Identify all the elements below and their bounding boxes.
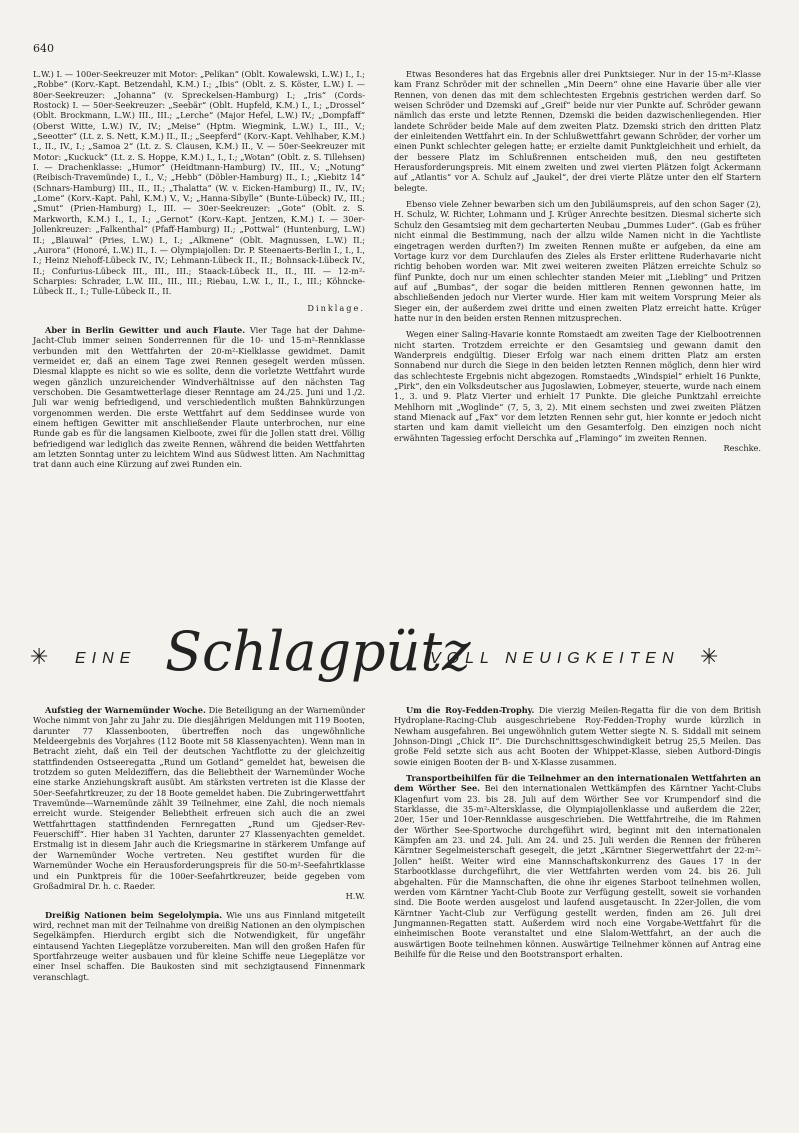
column-bottom-left bbox=[33, 705, 365, 988]
article-roy-fedden bbox=[394, 705, 761, 767]
article-heading: Um die Roy-Fedden-Trophy. bbox=[406, 705, 535, 715]
banner-tail: VOLL NEUIGKEITEN bbox=[430, 650, 680, 667]
article-heading: Transportbeihilfen für die Teilnehmer an den internationalen Wettfahrten an dem Wörther See. bbox=[394, 773, 761, 794]
star-ornament-icon: ✳ bbox=[30, 645, 49, 670]
page-number: 640 bbox=[33, 42, 54, 55]
column-bottom-right bbox=[394, 705, 761, 965]
article-body: Die Beteiligung an der Warnemünder Woche nimmt von Jahr zu Jahr zu. Die diesjährigen Meldungen mit 119 Booten, darunter 77 Klassenbooten, übertreffen noch das ungewöhnliche Meldeergebnis des Vorjahres (112 Boote mit 58 Klassenyachten). Wenn man in Betracht zieht, daß ein Teil der deutschen Yachtflotte zu der gleichzeitig stattfindenden Ostseeregatta „Rund um Gotland“ gemeldet hat, beweisen die trotzdem so guten Meldeziffern, das die Beliebtheit der Warnemünder Woche eine starke Anziehungskraft ausübt. Am stärksten vertreten ist die Klasse der 50er-Seefahrtkreuzer, zu der 18 Boote gemeldet haben. Die Zubringerwettfahrt Travemünde—Warnemünde zählt 39 Teilnehmer, eine Zahl, die noch niemals erreicht wurde. Steigender Beliebtheit erfreuen sich auch die an zwei Wettfahrttagen stattfindenden Fernregatten „Rund um Gjedser-Rev-Feuerschiff“. Hier haben 31 Yachten, darunter 27 Klassenyachten gemeldet. Erstmalig ist in diesem Jahr auch die Kriegsmarine in stärkerem Umfange auf der Warnemünder Woche vertreten. Neu gestiftet wurden für die Warnemünder Woche ein Herausforderungspreis für die 50-m²-Seefahrtklasse und ein Punktpreis für die 100er-Seefahrtkreuzer, beide gegeben vom Großadmiral Dr. h. c. Raeder. bbox=[33, 705, 365, 891]
paragraph: Ebenso viele Zehner bewarben sich um den Jubiläumspreis, auf den schon Sager (2), H. Schulz, W. Richter, Lohmann und J. Krüger Anrechte besitzen. Diesmal sicherte sich Schulz den Gesamtsieg mit dem gecharterten Neubau „Dummes Luder“. (Gab es früher nicht einmal die Bestimmung, nach der allzu wilde Namen nicht in die Yachtliste eingetragen werden durften?) Im zweiten Rennen mußte er aufgeben, da eine am Vortage kurz vor dem Durchlaufen des Zieles als Erster erlittene Ruderhavarie nicht richtig behoben worden war. Mit zwei weiteren zweiten Plätzen erreichte Schulz so fünf Punkte, doch nur um einen schlechter standen Meier mit „Liebling“ und Pritzen auf auf „Bumbas“, der sogar die beiden mittleren Rennen gewonnen hatte, im abschließenden jedoch nur Vierter wurde. Hier kam mit weitem Vorsprung Meier als Sieger ein, der außerdem zwei dritte und einen zweiten Platz erreicht hatte. Krüger hatte nur in den beiden ersten Rennen mitzusprechen. bbox=[394, 199, 761, 323]
article-body: Wie uns aus Finnland mitgeteilt wird, rechnet man mit der Teilnahme von dreißig Nationen an den olympischen Segelkämpfen. Hierdurch ergibt sich die Notwendigkeit, für ungefähr eintausend Yachten Liegeplätze vorzubereiten. Man will den großen Hafen für Sportfahrzeuge weiter ausbauen und für kleine Schiffe neue Liegeplätze vor einer Insel schaffen. Die Baukosten sind mit sechzigtausend Finnenmark veranschlagt. bbox=[33, 909, 365, 982]
article-warnemuende bbox=[33, 705, 365, 891]
regatta-results: L.W.) I. — 100er-Seekreuzer mit Motor: „Pelikan“ (Oblt. Kowalewski, L.W.) I., I.; „Robbe“ (Korv.-Kapt. Betzendahl, K.M.) I.; „Ibis“ (Oblt. z. S. Köster, L.W.) I. — 80er-Seekreuzer: „Johanna“ (v. Spreckelsen-Hamburg) I.; „Iris“ (Cords-Rostock) I. — 50er-Seekreuzer: „Seebär“ (Oblt. Hupfeld, K.M.) I., I.; „Drossel“ (Oblt. Brockmann, L.W.) III., III.; „Lerche“ (Major Hefel, L.W.) IV.; „Dompfaff“ (Oberst Witte, L.W.) IV., IV.; „Meise“ (Hptm. Wiegmink, L.W.) I., III., V.; „Seeotter“ (Lt. z. S. Nett, K.M.) II., II.; „Seepferd“ (Korv.-Kapt. Vehlhaber, K.M.) I., II., IV., I.; „Samoa 2“ (Lt. z. S. Clausen, K.M.) II., V. — 50er-Seekreuzer mit Motor: „Kuckuck“ (Lt. z. S. Hoppe, K.M.) I., I., I.; „Wotan“ (Oblt. z. S. Tillehsen) I. — Drachenklasse: „Humor“ (Heidtmann-Hamburg) IV., III., V.; „Notung“ (Reibisch-Travemünde) I., I., V.; „Hebb“ (Döbler-Hamburg) II., I.; „Kiebitz 14“ (Schnars-Hamburg) III., II., II.; „Thalatta“ (W. v. Eicken-Hamburg) II., IV., IV.; „Lome“ (Korv.-Kapt. Pahl, K.M.) V., V.; „Hanna-Sibylle“ (Bunte-Lübeck) IV., III.; „Smut“ (Prien-Hamburg) I., III. — 30er-Seekreuzer: „Gote“ (Oblt. z. S. Markworth, K.M.) I., I., I.; „Gernot“ (Korv.-Kapt. Jentzen, K.M.) I. — 30er-Jollenkreuzer: „Falkenthal“ (Pfaff-Hamburg) II.; „Pottwal“ (Huntenburg, L.W.) II.; „Blauwal“ (Pries, L.W.) I., I.; „Alkmene“ (Oblt. Magnussen, L.W.) II.; „Aurora“ (Honoré, L.W.) II., I. — Olympiajollen: Dr. P. Steenaerts-Berlin I., I., I., I.; Heinz Niehoff-Lübeck IV., IV.; Lehmann-Lübeck II., II.; Bohnsack-Lübeck IV., II.; Confurius-Lübeck III., III., III.; Staack-Lübeck II., II., III. — 12-m²-Scharpies: Schrader, L.W. III., III., III.; Riebau, L.W. I., II., I., III.; Köhncke-Lübeck II., I.; Tulle-Lübeck II., II. bbox=[33, 69, 365, 297]
star-ornament-icon: ✳ bbox=[700, 645, 719, 670]
author-signature: Reschke. bbox=[723, 443, 761, 454]
paragraph: Etwas Besonderes hat das Ergebnis aller drei Punktsieger. Nur in der 15-m²-Klasse kam Franz Schröder mit der schnellen „Min Deern“ ohne eine Havarie über alle vier Rennen, von denen das mit dem schlechtesten Ergebnis gestrichen werden darf. So weisen Schröder und Dzemski auf „Greif“ beide nur vier Punkte auf. Schröder gewann nämlich das erste und letzte Rennen, Dzemski die beiden dazwischenliegenden. Hier landete Schröder beide Male auf dem zweiten Platz. Dzemski strich den dritten Platz der einleitenden Wettfahrt ein. In der Schlußwettfahrt gewann Schröder, der vorher um einen Punkt schlechter gelegen hatte; er erzielte damit Punktgleichheit und erhielt, da der bessere Platz im Schlußrennen entscheiden muß, den neu gestifteten Herausforderungspreis. Mit einem zweiten und zwei vierten Plätzen folgt Ackermann auf „Atlantis“ vor A. Schulz auf „Jaukel“, der drei vierte Plätze unter den elf Startern belegte. bbox=[394, 69, 761, 193]
banner-script-title: Schlagpütz bbox=[165, 620, 471, 683]
column-top-right bbox=[394, 69, 761, 453]
paragraph: Wegen einer Saling-Havarie konnte Romstaedt am zweiten Tage der Kielbootrennen nicht starten. Trotzdem erreichte er den Gesamtsieg und gewann damit den Wanderpreis endgültig. Dieser Erfolg war nach einem dritten Platz am ersten Sonnabend nur durch die Siege in den beiden letzten Rennen möglich, denn hier wird das schlechteste Ergebnis nicht abgezogen. Romstaedts „Windspiel“ erhielt 16 Punkte, „Pirk“, den ein Volksdeutscher aus Jugoslawien, Lobmeyer, steuerte, wurde nach einem 1., 3. und 9. Platz Vierter und erhielt 17 Punkte. Die gleiche Punktzahl erreichte Mehlhorn mit „Woglinde“ (7, 5, 3, 2). Mit einem sechsten und zwei zweiten Plätzen stand Mienack auf „Fax“ vor dem letzten Rennen sehr gut, hier konnte er jedoch nicht starten und kam damit vielleicht um den Gesamterfolg. Den einzigen noch nicht erwähnten Tagessieg erfocht Derschka auf „Flamingo“ im zweiten Rennen. bbox=[394, 329, 761, 443]
article-olympia bbox=[33, 910, 365, 982]
article-body: Die vierzig Meilen-Regatta für die von dem British Hydroplane-Racing-Club ausgeschriebene Roy-Fedden-Trophy wurde kürzlich in Newham ausgefahren. Bei ungewöhnlich gutem Wetter siegte N. S. Siddall mit seinem Johnson-Dingi „Chick II“. Die Durchschnittsgeschwindigkeit betrug 25,5 Meilen. Das große Feld setzte sich aus acht Booten der Whippet-Klasse, sieben Autbord-Dingis sowie einigen Booten der B- und X-Klasse zusammen. bbox=[394, 705, 762, 767]
article-body: Vier Tage hat der Dahme-Jacht-Club immer seinen Sonderrennen für die 10- und 15-m²-Rennklasse verbunden mit den Wettfahrten der 20-m²-Kielklasse gewidmet. Damit vermeidet er, daß an einem Tage zwei Rennen gesegelt werden müssen. Diesmal klappte es nicht so wie es sollte, denn die vorletzte Wettfahrt wurde wegen gänzlich unzureichender Windverhältnisse auf den nächsten Tag verschoben. Die Gesamtwetterlage dieser Renntage am 24./25. Juni und 1./2. Juli war wenig befriedigend, und verschiedentlich mußten Bahnkürzungen vorgenommen werden. Die erste Wettfahrt auf dem Seddinsee wurde von einem heftigen Gewitter mit anschließender Flaute unterbrochen, nur eine Runde gab es für die langsamen Kielboote, zwei für die Jollen statt drei. Völlig befriedigend war lediglich das zweite Rennen, während die beiden Wettfahrten am letzten Sonntag unter zu leichtem Wind aus Südwest litten. Am Nachmittag trat dann auch eine Kürzung auf zwei Runden ein. bbox=[33, 324, 365, 470]
article-heading: Dreißig Nationen beim Segelolympia. bbox=[45, 909, 223, 920]
author-signature: Dinklage. bbox=[307, 302, 365, 313]
article-heading: Aufstieg der Warnemünder Woche. bbox=[45, 705, 206, 715]
section-banner bbox=[0, 620, 799, 700]
article-woerther-see bbox=[394, 773, 761, 959]
author-signature: H.W. bbox=[345, 891, 365, 902]
article-body: Bei den internationalen Wettkämpfen des Kärntner Yacht-Clubs Klagenfurt vom 23. bis 28. Juli auf dem Wörther See vor Krumpendorf sind die Starklasse, die 35-m²-Altersklasse, die Olympiajollenklasse und außerdem die 22er, 20er, 15er und 10er-Rennklasse ausgeschrieben. Die Wettfahrtreihe, die im Rahmen der Wörther See-Sportwoche durchgeführt wird, beginnt mit den internationalen Kämpfen am 23. und 24. Juli. Am 24. und 25. Juli werden die Rennen der früheren Kärntner Segelmeisterschaft gesegelt, die jetzt „Kärntner Siegerwettfahrt der 22-m²-Jollen“ heißt. Weiter wird eine Mannschaftskonkurrenz des Gaues 17 in der Starbootklasse durchgeführt, die vier Wettfahrten werden vom 24. bis 26. Juli abgehalten. Für die Mannschaften, die ohne ihr eigenes Starboot teilnehmen wollen, werden vom Kärntner Yacht-Club Boote zur Verfügung gestellt, soweit sie vorhanden sind. Die Boote werden ausgelost und laufend ausgetauscht. In 22er-Jollen, die vom Kärntner Yacht-Club zur Verfügung gestellt werden, finden am 26. Juli drei Jungmannen-Regatten statt. Außerdem wird noch eine Vorgabe-Wettfahrt für die einheimischen Boote veranstaltet und eine Slalom-Wettfahrt, an der auch die auswärtigen Boote teilnehmen können. Auswärtige Teilnehmer können auf Antrag eine Beihilfe für die Reise und den Bootstransport erhalten. bbox=[394, 783, 761, 959]
banner-eine: EINE bbox=[75, 650, 137, 667]
article-berlin bbox=[33, 325, 365, 470]
column-top-left bbox=[33, 69, 365, 476]
article-heading: Aber in Berlin Gewitter und auch Flaute. bbox=[45, 324, 246, 335]
